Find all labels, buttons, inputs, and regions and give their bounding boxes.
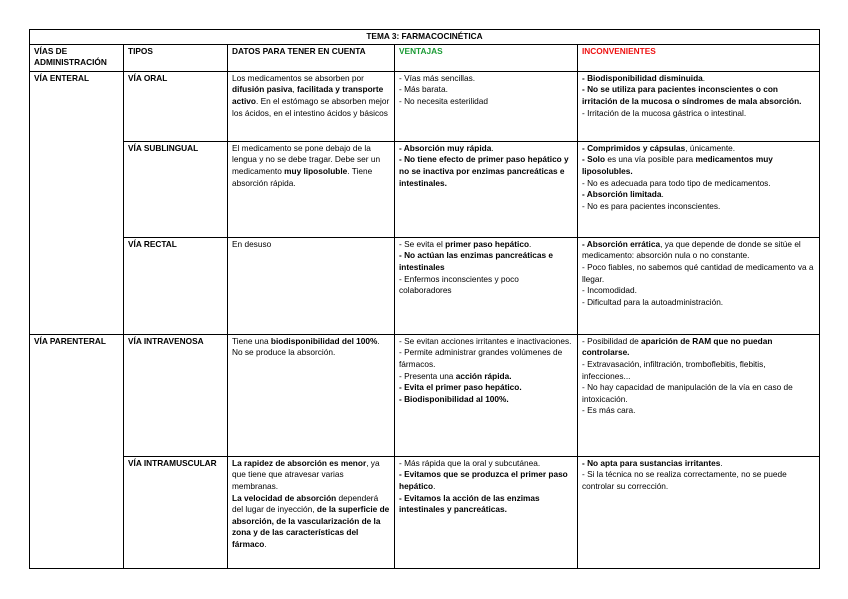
tipo-intravenosa: VÍA INTRAVENOSA: [124, 334, 228, 456]
bold-text: La rapidez de absorción es menor: [232, 457, 367, 468]
text-run: - No es adecuada para todo tipo de medicamentos.: [582, 177, 771, 188]
bold-text: - Evitamos que se produzca el primer paso hepático: [399, 469, 568, 491]
cell-line: [399, 96, 573, 108]
cell-line: [399, 154, 573, 189]
text-run: .: [264, 538, 267, 549]
text-run: , ya que depende de donde se sitúe el medicamento: absorción nula o no constante.: [582, 238, 801, 261]
header-vias: VÍAS DE ADMINISTRACIÓN: [30, 44, 124, 71]
text-run: - Irritación de la mucosa gástrica o intestinal.: [582, 107, 747, 118]
cell-line: [232, 143, 390, 189]
inconvenientes-intravenosa: [578, 334, 820, 456]
bold-text: - Biodisponibilidad al 100%.: [399, 393, 509, 404]
bold-text: La velocidad de absorción: [232, 492, 337, 503]
text-run: - Más barata.: [399, 84, 448, 95]
cell-line: [582, 285, 815, 297]
cell-line: [399, 347, 573, 370]
text-run: - No necesita esterilidad: [399, 95, 489, 106]
text-run: ,: [292, 84, 298, 95]
text-run: es una vía posible para: [605, 154, 696, 165]
text-run: - Poco fiables, no sabemos qué cantidad de medicamento va a llegar.: [582, 261, 814, 284]
text-run: - Es más cara.: [582, 405, 636, 416]
cell-line: [582, 73, 815, 85]
header-datos: DATOS PARA TENER EN CUENTA: [228, 44, 395, 71]
cell-line: [582, 189, 815, 201]
cell-line: [232, 73, 390, 119]
bold-text: facilitada y transporte activo: [232, 84, 384, 106]
header-tipos: TIPOS: [124, 44, 228, 71]
cell-line: [582, 154, 815, 177]
text-run: - Posibilidad de: [582, 335, 642, 346]
cell-line: [399, 371, 573, 383]
group-enteral: VÍA ENTERAL: [30, 71, 124, 334]
cell-line: [399, 382, 573, 394]
ventajas-intravenosa: [395, 334, 578, 456]
bold-text: - No se utiliza para pacientes inconscientes o con irritación de la mucosa o síndromes de mala absorción.: [582, 84, 802, 106]
inconvenientes-sublingual: [578, 141, 820, 237]
text-run: .: [661, 189, 664, 200]
cell-line: [582, 262, 815, 285]
cell-line: [582, 108, 815, 120]
row-intramuscular: [30, 456, 820, 568]
cell-line: [232, 458, 390, 493]
bold-text: primer paso hepático: [445, 238, 530, 249]
datos-sublingual: [228, 141, 395, 237]
cell-line: [399, 469, 573, 492]
datos-intramuscular: [228, 456, 395, 568]
cell-line: [399, 84, 573, 96]
cell-line: [399, 239, 573, 251]
text-run: - Dificultad para la autoadministración.: [582, 296, 724, 307]
text-run: - Se evitan acciones irritantes e inactivaciones.: [399, 335, 572, 346]
ventajas-oral: [395, 71, 578, 141]
cell-line: [399, 394, 573, 406]
text-run: .: [720, 457, 723, 468]
inconvenientes-rectal: [578, 237, 820, 334]
cell-line: [232, 239, 390, 251]
text-run: Tiene una: [232, 335, 271, 346]
text-run: El medicamento se pone debajo de la lengua y no se debe tragar. Debe ser un medicamento: [232, 142, 381, 176]
bold-text: - Absorción limitada: [582, 189, 662, 200]
cell-line: [399, 458, 573, 470]
row-oral: [30, 71, 820, 141]
cell-line: [232, 493, 390, 551]
bold-text: acción rápida.: [455, 370, 512, 381]
tipo-oral: VÍA ORAL: [124, 71, 228, 141]
text-run: - Presenta una: [399, 370, 456, 381]
cell-line: [399, 143, 573, 155]
text-run: dependerá del lugar de inyección,: [232, 492, 379, 515]
text-run: , ya que tiene que atravesar varias membranas.: [232, 457, 380, 491]
cell-line: [399, 336, 573, 348]
cell-line: [582, 336, 815, 359]
bold-text: medicamentos muy liposolubles.: [582, 154, 773, 176]
cell-line: [582, 297, 815, 309]
cell-line: [582, 382, 815, 405]
bold-text: - Solo: [582, 154, 606, 165]
text-run: .: [433, 480, 436, 491]
group-parenteral: VÍA PARENTERAL: [30, 334, 124, 568]
text-run: . Tiene absorción rápida.: [232, 165, 373, 188]
text-run: - Vías más sencillas.: [399, 72, 476, 83]
cell-line: [399, 493, 573, 516]
bold-text: - No tiene efecto de primer paso hepático y no se inactiva por enzimas pancreáticas e intestinales.: [399, 154, 569, 188]
bold-text: - Comprimidos y cápsulas: [582, 142, 686, 153]
cell-line: [582, 469, 815, 492]
text-run: .: [702, 72, 706, 83]
text-run: - No es para pacientes inconscientes.: [582, 200, 721, 211]
header-ventajas: VENTAJAS: [395, 44, 578, 71]
bold-text: biodisponibilidad del 100%: [270, 335, 378, 346]
cell-line: [582, 178, 815, 190]
inconvenientes-oral: [578, 71, 820, 141]
bold-text: - Biodisponibilidad disminuida: [582, 72, 703, 83]
table-title: TEMA 3: FARMACOCINÉTICA: [30, 30, 820, 45]
tipo-sublingual: VÍA SUBLINGUAL: [124, 141, 228, 237]
cell-line: [399, 274, 573, 297]
bold-text: de la superficie de absorción, de la vascularización de la zona y de las características del fármaco: [232, 504, 390, 549]
cell-line: [399, 250, 573, 273]
cell-line: [582, 201, 815, 213]
row-rectal: [30, 237, 820, 334]
datos-intravenosa: [228, 334, 395, 456]
ventajas-sublingual: [395, 141, 578, 237]
cell-line: [582, 458, 815, 470]
ventajas-rectal: [395, 237, 578, 334]
text-run: . En el estómago se absorben mejor los ácidos, en el intestino ácidos y básicos: [232, 95, 390, 118]
tipo-rectal: VÍA RECTAL: [124, 237, 228, 334]
row-intravenosa: [30, 334, 820, 456]
text-run: Los medicamentos se absorben por: [232, 72, 364, 83]
text-run: - Permite administrar grandes volúmenes de fármacos.: [399, 347, 563, 369]
bold-text: - No apta para sustancias irritantes: [582, 457, 721, 468]
header-row: [30, 44, 820, 71]
bold-text: - Evitamos la acción de las enzimas intestinales y pancreáticas.: [399, 492, 540, 515]
bold-text: - No actúan las enzimas pancreáticas e intestinales: [399, 250, 554, 272]
cell-line: [399, 73, 573, 85]
title-row: [30, 30, 820, 45]
text-run: - Enfermos inconscientes y poco colaboradores: [399, 273, 519, 296]
text-run: - Extravasación, infiltración, tromboflebitis, flebitis, infecciones...: [582, 358, 766, 381]
cell-line: [582, 84, 815, 107]
bold-text: - Absorción errática: [582, 238, 661, 249]
cell-line: [582, 405, 815, 417]
text-run: - Si la técnica no se realiza correctamente, no se puede controlar su corrección.: [582, 469, 787, 491]
text-run: .: [529, 238, 532, 249]
header-inconvenientes: INCONVENIENTES: [578, 44, 820, 71]
row-sublingual: [30, 141, 820, 237]
cell-line: [582, 359, 815, 382]
datos-oral: [228, 71, 395, 141]
cell-line: [582, 239, 815, 262]
bold-text: muy liposoluble: [284, 165, 348, 176]
text-run: En desuso: [232, 238, 272, 249]
text-run: - No hay capacidad de manipulación de la vía en caso de intoxicación.: [582, 382, 793, 404]
datos-rectal: [228, 237, 395, 334]
text-run: - Más rápida que la oral y subcutánea.: [399, 457, 541, 468]
inconvenientes-intramuscular: [578, 456, 820, 568]
cell-line: [582, 143, 815, 155]
text-run: - Incomodidad.: [582, 285, 637, 296]
pharmacokinetics-table: [29, 29, 820, 569]
bold-text: - Evita el primer paso hepático.: [399, 382, 522, 393]
text-run: . No se produce la absorción.: [232, 335, 380, 358]
bold-text: aparición de RAM que no puedan controlarse.: [582, 335, 773, 358]
ventajas-intramuscular: [395, 456, 578, 568]
bold-text: - Absorción muy rápida: [399, 142, 492, 153]
text-run: .: [491, 142, 494, 153]
text-run: , únicamente.: [685, 142, 736, 153]
tipo-intramuscular: VÍA INTRAMUSCULAR: [124, 456, 228, 568]
cell-line: [232, 336, 390, 359]
text-run: - Se evita el: [399, 238, 446, 249]
bold-text: difusión pasiva: [232, 84, 293, 95]
